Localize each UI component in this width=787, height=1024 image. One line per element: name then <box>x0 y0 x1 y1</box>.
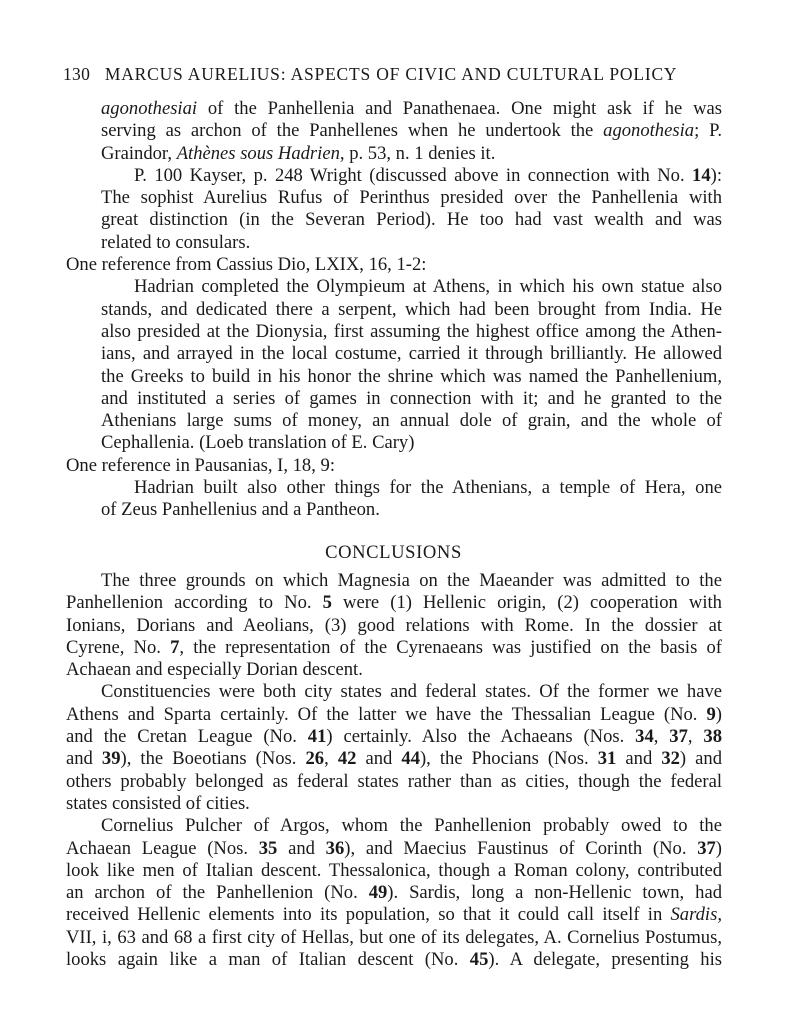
text-line: an archon of the Panhellenion (No. 49). Sardis, long a non-Hellenic town, had <box>66 882 722 904</box>
body-text <box>0 98 787 971</box>
text-line: Ionians, Dorians and Aeolians, (3) good relations with Rome. In the dossier at <box>66 614 722 636</box>
section-heading: CONCLUSIONS <box>325 541 462 563</box>
text-line: Panhellenion according to No. 5 were (1) Hellenic origin, (2) cooperation with <box>66 592 722 614</box>
text-line: states consisted of cities. <box>66 792 250 814</box>
text-line: Athenians large sums of money, an annual dole of grain, and the whole of <box>101 410 722 432</box>
text-line: looks again like a man of Italian descent (No. 45). A delegate, presenting his <box>66 948 723 970</box>
text-line: Graindor, Athènes sous Hadrien, p. 53, n. 1 denies it. <box>101 142 496 164</box>
running-header <box>63 64 723 85</box>
text-line: the Greeks to build in his honor the shrine which was named the Panhellenium, <box>101 365 722 387</box>
text-line: Cornelius Pulcher of Argos, whom the Panhellenion probably owed to the <box>101 815 722 837</box>
text-line: One reference in Pausanias, I, 18, 9: <box>66 454 335 476</box>
text-line: One reference from Cassius Dio, LXIX, 16, 1-2: <box>66 254 427 276</box>
text-line: Athens and Sparta certainly. Of the latter we have the Thessalian League (No. 9) <box>66 703 722 725</box>
text-line: also presided at the Dionysia, first assuming the highest office among the Athen- <box>101 320 722 342</box>
text-line: VII, i, 63 and 68 a first city of Hellas, but one of its delegates, A. Cornelius Postumus, <box>66 926 722 948</box>
text-line: Constituencies were both city states and federal states. Of the former we have <box>101 681 722 703</box>
text-line: serving as archon of the Panhellenes when he undertook the agonothesia; P. <box>101 120 722 142</box>
text-line: received Hellenic elements into its population, so that it could call itself in Sardis, <box>66 904 722 926</box>
text-line: Cyrene, No. 7, the representation of the Cyrenaeans was justified on the basis of <box>66 636 722 658</box>
text-line: The three grounds on which Magnesia on the Maeander was admitted to the <box>101 569 722 591</box>
text-line: Achaean and especially Dorian descent. <box>66 659 363 681</box>
text-line: Hadrian completed the Olympieum at Athens, in which his own statue also <box>134 276 722 298</box>
text-line: great distinction (in the Severan Period). He too had vast wealth and was <box>101 209 722 231</box>
text-line: look like men of Italian descent. Thessalonica, though a Roman colony, contributed <box>66 859 722 881</box>
text-line: of Zeus Panhellenius and a Pantheon. <box>101 499 380 521</box>
text-line: related to consulars. <box>101 231 251 253</box>
text-line: stands, and dedicated there a serpent, which had been brought from India. He <box>101 298 722 320</box>
text-line: Hadrian built also other things for the Athenians, a temple of Hera, one <box>134 477 722 499</box>
text-line: others probably belonged as federal states rather than as cities, though the federal <box>66 770 722 792</box>
text-line: and instituted a series of games in connection with it; and he granted to the <box>101 387 722 409</box>
text-line: agonothesiai of the Panhellenia and Panathenaea. One might ask if he was <box>101 98 722 119</box>
running-title: MARCUS AURELIUS: ASPECTS OF CIVIC AND CULTURAL POLICY <box>104 64 678 84</box>
text-line: Cephallenia. (Loeb translation of E. Cary) <box>101 432 415 454</box>
text-line: The sophist Aurelius Rufus of Perinthus presided over the Panhellenia with <box>101 187 722 209</box>
text-line: P. 100 Kayser, p. 248 Wright (discussed above in connection with No. 14): <box>134 164 722 186</box>
text-line: Achaean League (Nos. 35 and 36), and Maecius Faustinus of Corinth (No. 37) <box>66 837 722 859</box>
text-line: ians, and arrayed in the local costume, carried it through brilliantly. He allowed <box>101 343 722 365</box>
text-line: and 39), the Boeotians (Nos. 26, 42 and 44), the Phocians (Nos. 31 and 32) and <box>66 748 723 770</box>
page-number: 130 <box>63 64 91 84</box>
text-line: and the Cretan League (No. 41) certainly. Also the Achaeans (Nos. 34, 37, 38 <box>66 726 722 748</box>
